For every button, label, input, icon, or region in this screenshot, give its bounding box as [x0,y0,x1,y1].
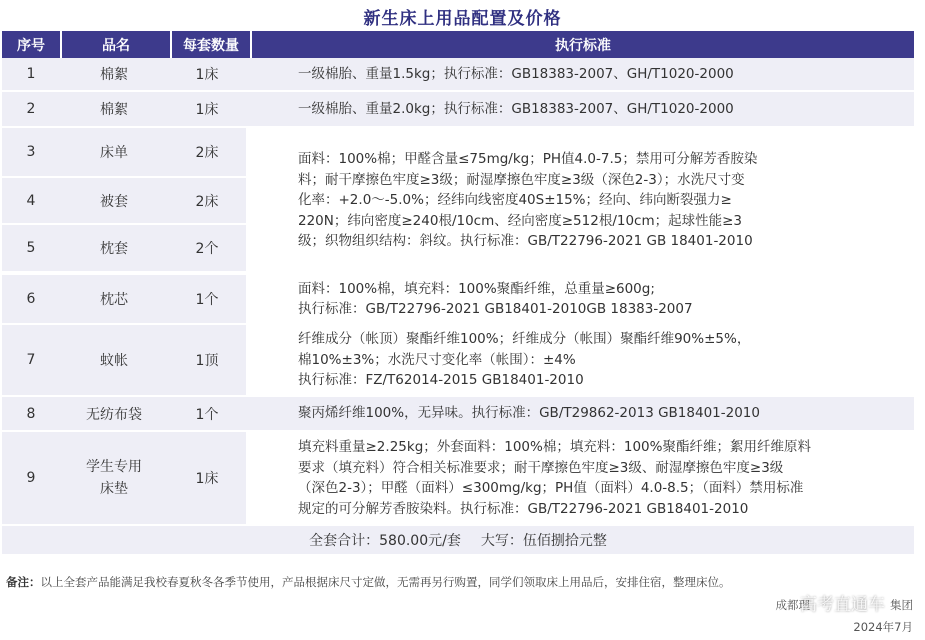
row-qty: 1床 [195,102,219,118]
footnote-text: 以上全套产品能满足我校春夏秋冬各季节使用，产品根据床尺寸定做，无需再另行购置，同学们领取床上用品后，安排住宿，整理床位。 [40,575,731,589]
row-qty: 1个 [168,275,246,323]
row-no: 1 [26,66,36,82]
row-name: 蚊帐 [60,325,168,395]
standard-line: 填充料重量≥2.25kg；外套面料：100%棉；填充料：100%聚酯纤维；絮用纤维原料 [298,439,811,455]
standard-line: 规定的可分解芳香胺染料。执行标准：GB/T22796-2021 GB18401-2010 [298,500,749,517]
footnote-label: 备注： [6,575,41,589]
standard-line: 执行标准：FZ/T62014-2015 GB18401-2010 [298,372,584,389]
row-name: 床单 [100,145,128,161]
merged-standard-text [298,149,757,252]
standard-line: 面料：100%棉；甲醛含量≤75mg/kg；PH值4.0-7.5；禁用可分解芳香胺染 [298,151,758,168]
header-standard: 执行标准 [555,37,611,54]
row-name [60,432,168,524]
table-row [2,430,914,524]
table-row [2,323,914,395]
row-no: 4 [26,192,36,209]
table-row [2,90,914,126]
organization-suffix: 集团 [890,598,913,612]
header-name: 品名 [62,31,172,58]
row-no: 8 [26,405,36,422]
row-qty: 2床 [195,145,219,161]
watermark: 高考直通车 [800,595,885,615]
row-qty: 1床 [195,67,219,83]
table-row [2,58,914,90]
row-name-line: 学生专用 [86,459,142,475]
config-table [2,31,914,554]
date: 2024年7月 [853,620,913,634]
row-name: 枕套 [100,241,128,257]
standard-line: 级；织物组织结构：斜纹。执行标准：GB/T22796-2021 GB 18401-2010 [298,233,753,250]
row-name-line: 床垫 [100,481,128,497]
row-qty: 1个 [195,406,219,423]
row-standard: 一级棉胎、重量2.0kg；执行标准：GB18383-2007、GH/T1020-2000 [298,100,734,117]
row-name: 棉絮 [100,67,128,83]
table-row [2,395,914,430]
row-name: 棉絮 [100,102,128,118]
row-qty: 2床 [195,193,219,210]
standard-line: （深色2-3）；甲醛（面料）≤300mg/kg；PH值（面料）4.0-8.5；（面料）禁用标准 [298,480,804,496]
standard-line: 化率：+2.0～-5.0%；经纬向线密度40S±15%；经向、纬向断裂强力≥ [298,192,732,209]
header-no: 序号 [2,31,62,58]
row-standard [246,432,914,524]
row-no: 2 [26,101,36,117]
row-no: 6 [2,275,60,323]
table-header [2,31,914,58]
row-standard [246,325,914,395]
row-name: 枕芯 [60,275,168,323]
row-standard: 一级棉胎、重量1.5kg；执行标准：GB18383-2007、GH/T1020-2000 [298,65,734,82]
header-qty: 每套数量 [172,31,252,58]
standard-line: 面料：100%棉，填充料：100%聚酯纤维，总重量≥600g; [298,280,655,297]
organization-prefix: 成都理 [775,598,810,612]
total-amount: 全套合计：580.00元/套 [309,533,461,549]
row-no: 7 [2,325,60,395]
total-uppercase: 大写：伍佰捌拾元整 [480,533,607,549]
row-name: 无纺布袋 [86,406,142,423]
standard-line: 料；耐干摩擦色牢度≥3级；耐湿摩擦色牢度≥3级（深色2-3）；水洗尺寸变 [298,171,745,188]
standard-line: 棉10%±3%；水洗尺寸变化率（帐围）：±4% [298,351,576,368]
row-standard: 聚丙烯纤维100%，无异味。执行标准：GB/T29862-2013 GB18401-2010 [298,405,760,422]
merged-standard-cell [246,128,914,273]
footnote [6,574,731,590]
total-row [2,524,914,554]
row-qty: 2个 [195,241,219,257]
row-standard [246,275,914,323]
table-row [2,273,914,323]
page-title: 新生床上用品配置及价格 [363,9,562,29]
merged-row-group [2,126,914,273]
standard-line: 执行标准：GB/T22796-2021 GB18401-2010GB 18383-2007 [298,301,693,317]
standard-line: 220N；纬向密度≥240根/10cm、经向密度≥512根/10cm；起球性能≥3 [298,212,743,229]
row-no: 5 [26,240,36,256]
row-name: 被套 [100,193,128,210]
standard-line: 纤维成分（帐顶）聚酯纤维100%；纤维成分（帐围）聚酯纤维90%±5%， [298,331,751,348]
row-no: 9 [2,432,60,524]
standard-line: 要求（填充料）符合相关标准要求；耐干摩擦色牢度≥3级、耐湿摩擦色牢度≥3级 [298,459,784,476]
row-no: 3 [26,144,36,160]
row-qty: 1床 [168,432,246,524]
row-qty: 1顶 [168,325,246,395]
